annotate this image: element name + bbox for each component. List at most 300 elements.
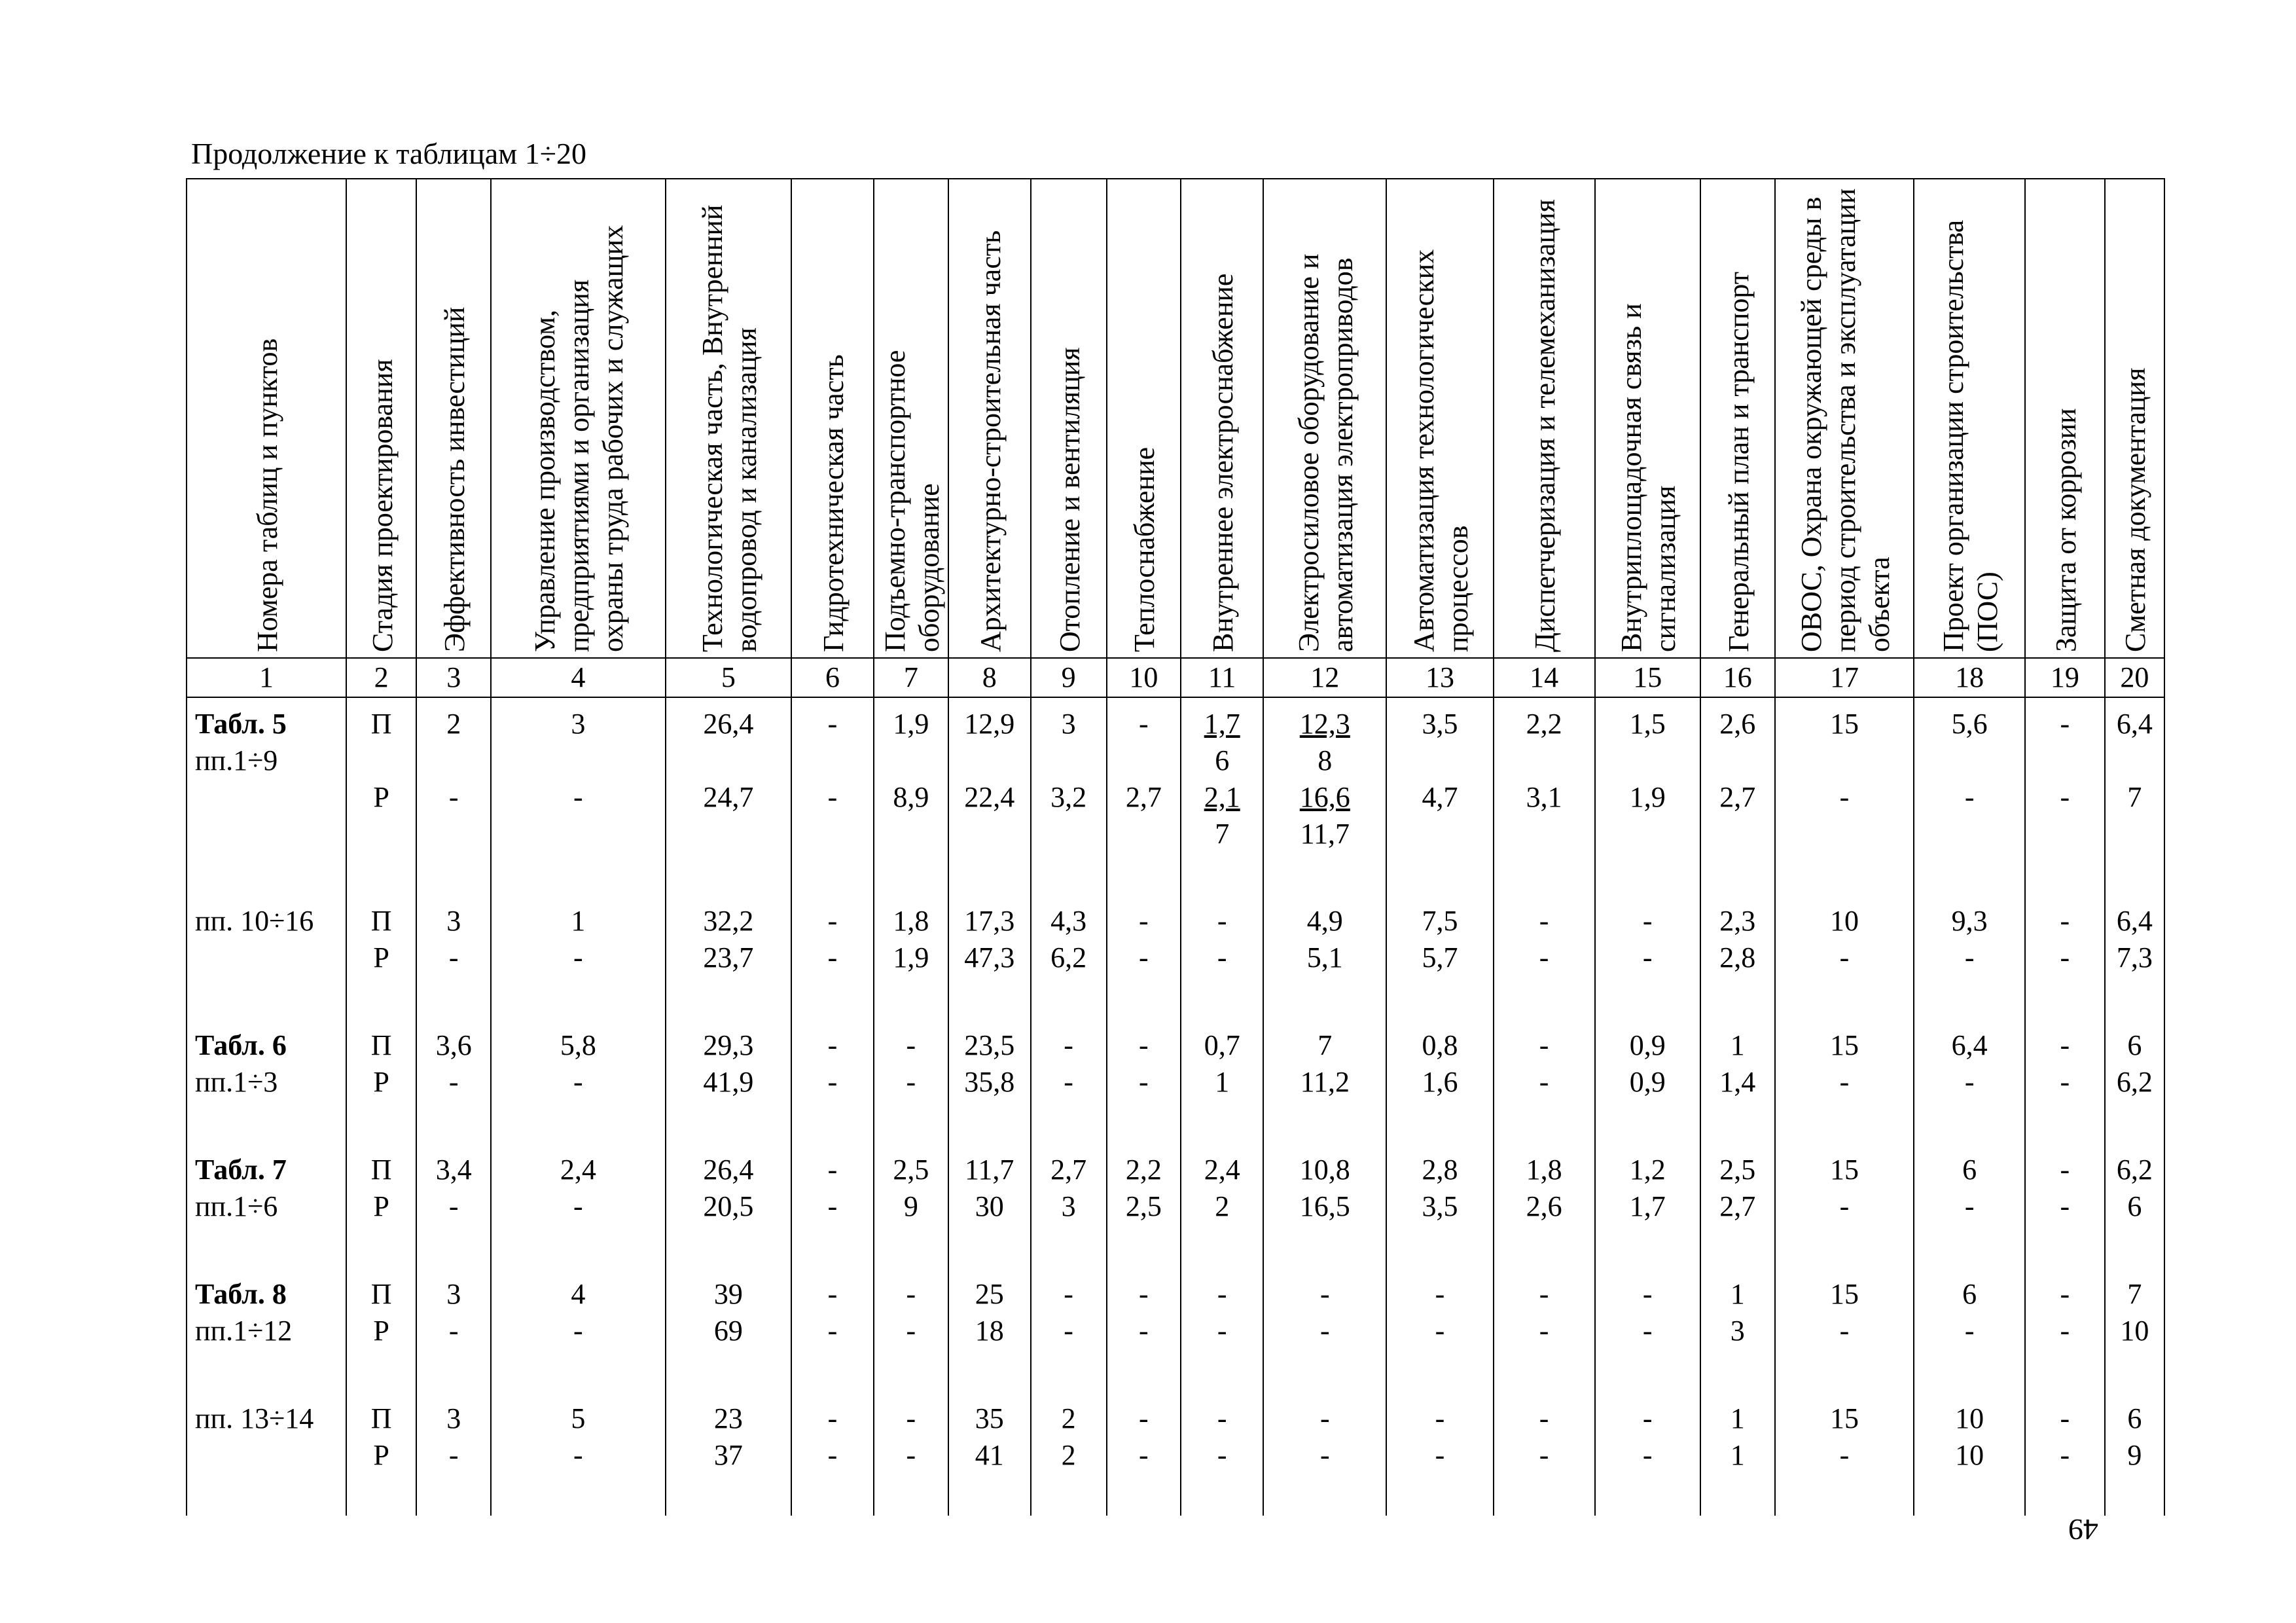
cell-value: - (1539, 1402, 1549, 1434)
table-cell (1595, 1268, 1700, 1393)
costs-table (186, 178, 2165, 1516)
cell-value: - (1435, 1439, 1445, 1471)
cell-value: - (827, 1402, 838, 1434)
cell-value: 2,5 (1125, 1190, 1162, 1222)
column-header (1386, 179, 1493, 658)
cell-value: - (1964, 1315, 1975, 1347)
cell-value: 2,2 (1125, 1154, 1162, 1186)
cell-value: 10,8 (1299, 1154, 1350, 1186)
cell-value: 15 (1829, 1278, 1859, 1310)
table-cell (791, 1019, 874, 1144)
table-cell (666, 1268, 791, 1393)
cell-value: 15 (1829, 1029, 1859, 1061)
cell-value: - (1839, 1066, 1850, 1098)
cell-value: П (370, 708, 392, 740)
column-number: 2 (346, 658, 416, 697)
table-cell (1775, 1019, 1914, 1144)
cell-value: 2,4 (560, 1154, 596, 1186)
cell-value: 4,3 (1050, 905, 1087, 937)
cell-value: - (1319, 1315, 1330, 1347)
table-cell (1181, 697, 1263, 895)
column-number: 6 (791, 658, 874, 697)
cell-value: 1,4 (1719, 1066, 1756, 1098)
cell-value: 1,9 (1629, 781, 1666, 813)
table-cell (1031, 1144, 1107, 1268)
column-header-text: Генеральный план и транспорт (1722, 272, 1755, 652)
header-row (187, 179, 2164, 658)
cell-value: 32,2 (703, 905, 754, 937)
row-label (187, 1268, 346, 1393)
cell-value: 41 (975, 1439, 1004, 1471)
cell-value: - (448, 1439, 459, 1471)
cell-value: 15 (1829, 1402, 1859, 1434)
cell-value: 6,4 (2116, 905, 2153, 937)
column-header (948, 179, 1031, 658)
items-range: пп.1÷12 (195, 1315, 293, 1347)
table-cell (1494, 1144, 1595, 1268)
cell-value (2106, 742, 2164, 779)
column-header (2025, 179, 2105, 658)
cell-value: 29,3 (703, 1029, 754, 1061)
cell-value: 3,5 (1422, 708, 1458, 740)
cell-value: - (1964, 1190, 1975, 1222)
table-cell (416, 1393, 491, 1516)
column-number: 16 (1700, 658, 1775, 697)
cell-value: 20,5 (703, 1190, 754, 1222)
table-cell (874, 1268, 948, 1393)
cell-value: П (370, 1402, 392, 1434)
table-cell (2025, 1393, 2105, 1516)
cell-value (417, 742, 490, 779)
cell-value: - (1319, 1402, 1330, 1434)
cell-value: 1,6 (1422, 1066, 1458, 1098)
cell-value: 39 (713, 1278, 743, 1310)
table-cell (874, 1393, 948, 1516)
cell-value: 1,8 (893, 905, 929, 937)
cell-value: - (906, 1402, 916, 1434)
column-header (666, 179, 791, 658)
table-cell (2025, 697, 2105, 895)
cell-value: 26,4 (703, 1154, 754, 1186)
cell-value: - (1642, 941, 1653, 974)
cell-value: - (827, 1029, 838, 1061)
cell-value: 2,7 (1125, 781, 1162, 813)
table-cell (1263, 697, 1386, 895)
column-header-text: Эффективность инвестиций (439, 306, 471, 652)
cell-value: 8 (1318, 744, 1333, 776)
cell-value: - (1064, 1278, 1073, 1310)
cell-value: - (2060, 1402, 2070, 1434)
column-header (491, 179, 666, 658)
table-cell (1775, 697, 1914, 895)
cell-value: - (1839, 781, 1850, 813)
table-cell (666, 1144, 791, 1268)
table-cell (791, 1144, 874, 1268)
column-number: 13 (1386, 658, 1493, 697)
cell-value: - (1642, 1439, 1653, 1471)
cell-value: 6 (1962, 1278, 1977, 1310)
table-cell (2025, 1144, 2105, 1268)
table-cell (1386, 697, 1493, 895)
cell-value: - (448, 1190, 459, 1222)
cell-value: - (2060, 1315, 2070, 1347)
table-cell (874, 1019, 948, 1144)
table-cell (1263, 1019, 1386, 1144)
table-cell (1386, 1268, 1493, 1393)
table-cell (346, 1393, 416, 1516)
table-cell (346, 895, 416, 1019)
column-number: 5 (666, 658, 791, 697)
column-number: 7 (874, 658, 948, 697)
cell-value (2106, 816, 2164, 852)
cell-value: 5,8 (560, 1029, 596, 1061)
cell-value: - (1964, 941, 1975, 974)
table-row (187, 1393, 2164, 1516)
cell-value: 5,7 (1422, 941, 1458, 974)
column-header-text: Защита от коррозии (2049, 408, 2082, 652)
cell-value: - (1064, 1066, 1073, 1098)
cell-value: 2,8 (1719, 941, 1756, 974)
table-reference: Табл. 5 (195, 708, 287, 740)
cell-value: - (1217, 941, 1227, 974)
cell-value: Р (373, 1439, 389, 1471)
cell-value: 2,7 (1050, 1154, 1087, 1186)
cell-value: - (1435, 1315, 1445, 1347)
table-cell (874, 895, 948, 1019)
cell-value: 2,6 (1719, 708, 1756, 740)
table-cell (1914, 697, 2024, 895)
cell-value (1776, 816, 1914, 852)
cell-value: 22,4 (964, 781, 1015, 813)
cell-value: 3 (1061, 708, 1076, 740)
table-row (187, 1144, 2164, 1268)
cell-value: - (1435, 1402, 1445, 1434)
table-cell (1386, 1393, 1493, 1516)
column-header (2105, 179, 2164, 658)
cell-value: 1 (1730, 1439, 1745, 1471)
cell-value: - (1217, 1439, 1227, 1471)
cell-value: 10 (1829, 905, 1859, 937)
table-cell (948, 697, 1031, 895)
cell-value (2026, 742, 2104, 779)
cell-value (1107, 742, 1181, 779)
cell-value: - (2060, 1190, 2070, 1222)
table-reference: Табл. 7 (195, 1154, 287, 1186)
table-cell (1031, 697, 1107, 895)
cell-value: 25 (975, 1278, 1004, 1310)
cell-value: 2,7 (1719, 1190, 1756, 1222)
table-cell (666, 1393, 791, 1516)
column-header (791, 179, 874, 658)
table-cell (2105, 895, 2164, 1019)
cell-value: 6,4 (2116, 708, 2153, 740)
table-cell (791, 1268, 874, 1393)
table-cell (491, 697, 666, 895)
table-cell (1263, 1144, 1386, 1268)
cell-value (1914, 816, 2024, 852)
table-cell (1700, 1268, 1775, 1393)
cell-value: 7 (1318, 1029, 1333, 1061)
column-number: 15 (1595, 658, 1700, 697)
table-cell (791, 1393, 874, 1516)
cell-value: 11,7 (965, 1154, 1014, 1186)
table-cell (2105, 1144, 2164, 1268)
table-cell (1494, 697, 1595, 895)
column-number: 18 (1914, 658, 2024, 697)
cell-value: - (1642, 1278, 1653, 1310)
cell-value: - (448, 1066, 459, 1098)
column-header-text: Стадия проектирования (366, 359, 399, 652)
table-cell (1107, 1393, 1181, 1516)
cell-value: - (2060, 781, 2070, 813)
cell-value: 1,5 (1629, 708, 1666, 740)
cell-value: 16,5 (1299, 1190, 1350, 1222)
cell-value: - (1217, 1315, 1227, 1347)
cell-value: - (1539, 1066, 1549, 1098)
table-reference: Табл. 8 (195, 1278, 287, 1310)
table-cell (1775, 895, 1914, 1019)
cell-value (347, 816, 416, 852)
table-cell (1700, 1393, 1775, 1516)
cell-value: - (1539, 1278, 1549, 1310)
cell-value: 6 (2127, 1402, 2142, 1434)
table-cell (1107, 1144, 1181, 1268)
table-cell (491, 1268, 666, 1393)
cell-value (2026, 816, 2104, 852)
column-number: 12 (1263, 658, 1386, 697)
cell-value: 1 (1730, 1278, 1745, 1310)
cell-value (949, 742, 1030, 779)
cell-value: 35,8 (964, 1066, 1015, 1098)
column-header-text: Диспетчеризация и телемеханизация (1529, 199, 1562, 652)
cell-value (792, 816, 873, 852)
table-cell (791, 895, 874, 1019)
cell-value: 3 (446, 1402, 461, 1434)
table-cell (416, 895, 491, 1019)
cell-value (1701, 816, 1774, 852)
cell-value: 24,7 (703, 781, 754, 813)
column-header-text: Теплоснабжение (1128, 447, 1161, 652)
cell-value: - (2060, 1278, 2070, 1310)
cell-value: 0,8 (1422, 1029, 1458, 1061)
items-range: пп. 10÷16 (195, 905, 314, 937)
cell-value (1596, 816, 1700, 852)
row-label (187, 697, 346, 895)
cell-value: - (906, 1439, 916, 1471)
cell-value: - (1139, 1029, 1149, 1061)
cell-value: - (1839, 1315, 1850, 1347)
table-cell (1181, 1144, 1263, 1268)
table-cell (491, 895, 666, 1019)
cell-value: - (906, 1315, 916, 1347)
column-header (1775, 179, 1914, 658)
table-cell (491, 1393, 666, 1516)
cell-value: - (827, 1190, 838, 1222)
cell-value: Р (373, 781, 389, 813)
cell-value: 18 (975, 1315, 1004, 1347)
column-header-text: Автоматизация технологических процессов (1407, 249, 1474, 652)
row-label (187, 1393, 346, 1516)
cell-value (417, 816, 490, 852)
cell-value: 6,2 (1050, 941, 1087, 974)
table-cell (666, 895, 791, 1019)
cell-value: Р (373, 1315, 389, 1347)
table-cell (1700, 1144, 1775, 1268)
cell-value: П (370, 1278, 392, 1310)
column-number: 10 (1107, 658, 1181, 697)
table-cell (1107, 1268, 1181, 1393)
table-cell (2025, 1019, 2105, 1144)
table-cell (948, 1268, 1031, 1393)
column-header-text: Внутреннее электроснабжение (1207, 273, 1240, 652)
cell-value: 2,1 (1204, 781, 1240, 813)
cell-value: - (1839, 1439, 1850, 1471)
cell-value: 10 (1955, 1439, 1984, 1471)
cell-value: - (1319, 1278, 1330, 1310)
column-header-text: Проект организации строительства (ПОС) (1937, 219, 2004, 652)
table-row (187, 895, 2164, 1019)
table-cell (491, 1144, 666, 1268)
table-cell (874, 1144, 948, 1268)
column-header (1494, 179, 1595, 658)
table-cell (2105, 1393, 2164, 1516)
column-header (346, 179, 416, 658)
table-cell (1031, 895, 1107, 1019)
cell-value: 5,1 (1306, 941, 1343, 974)
cell-value: - (2060, 941, 2070, 974)
cell-value: 8,9 (893, 781, 929, 813)
cell-value (1494, 742, 1594, 779)
cell-value: 1,7 (1629, 1190, 1666, 1222)
cell-value: - (573, 1190, 583, 1222)
cell-value: 0,9 (1629, 1029, 1666, 1061)
cell-value: - (827, 708, 838, 740)
cell-value: - (1217, 905, 1227, 937)
cell-value: 9,3 (1951, 905, 1988, 937)
cell-value: 6 (1962, 1154, 1977, 1186)
cell-value: 4 (571, 1278, 586, 1310)
cell-value (1031, 816, 1106, 852)
cell-value: 15 (1829, 708, 1859, 740)
table-cell (346, 1268, 416, 1393)
cell-value: 2,2 (1526, 708, 1562, 740)
cell-value: Р (373, 1066, 389, 1098)
column-header (1107, 179, 1181, 658)
table-cell (948, 1019, 1031, 1144)
cell-value: 10 (1955, 1402, 1984, 1434)
table-cell (791, 697, 874, 895)
column-number: 19 (2025, 658, 2105, 697)
column-header-text: Подъемно-транспортное оборудование (878, 350, 945, 652)
cell-value (1031, 742, 1106, 779)
cell-value: - (2060, 1154, 2070, 1186)
column-header (416, 179, 491, 658)
table-row (187, 697, 2164, 895)
table-cell (1181, 1019, 1263, 1144)
table-cell (1700, 697, 1775, 895)
cell-value: 2 (446, 708, 461, 740)
column-header (187, 179, 346, 658)
column-header-text: Электросиловое оборудование и автоматизация электроприводов (1293, 253, 1359, 652)
column-header-text: Архитектурно-строительная часть (974, 230, 1007, 652)
cell-value: - (1319, 1439, 1330, 1471)
cell-value: 3,2 (1050, 781, 1087, 813)
cell-value: 2,5 (1719, 1154, 1756, 1186)
items-range: пп.1÷3 (195, 1066, 278, 1098)
cell-value (874, 816, 948, 852)
table-cell (1107, 697, 1181, 895)
cell-value (1494, 816, 1594, 852)
table-cell (948, 1144, 1031, 1268)
cell-value: 16,6 (1299, 781, 1350, 813)
table-cell (1914, 895, 2024, 1019)
cell-value: 1,2 (1629, 1154, 1666, 1186)
cell-value: 7,3 (2116, 941, 2153, 974)
column-header-text: ОВОС, Охрана окружающей среды в период строительства и эксплуатации объекта (1795, 188, 1895, 652)
cell-value: - (573, 941, 583, 974)
table-row (187, 1268, 2164, 1393)
cell-value: 6,4 (1951, 1029, 1988, 1061)
column-number-row (187, 658, 2164, 697)
cell-value (492, 742, 665, 779)
column-number: 3 (416, 658, 491, 697)
table-reference: Табл. 6 (195, 1029, 287, 1061)
cell-value: 7 (2127, 1278, 2142, 1310)
cell-value: 6 (2127, 1029, 2142, 1061)
column-header (1595, 179, 1700, 658)
column-header-text: Сметная документация (2119, 367, 2152, 652)
cell-value: - (573, 1066, 583, 1098)
cell-value: - (1839, 941, 1850, 974)
table-cell (1494, 1019, 1595, 1144)
column-header (874, 179, 948, 658)
cell-value (874, 742, 948, 779)
cell-value: - (2060, 1029, 2070, 1061)
cell-value: - (2060, 1066, 2070, 1098)
cell-value: 11,7 (1300, 818, 1350, 850)
cell-value: Р (373, 941, 389, 974)
cell-value: 2,8 (1422, 1154, 1458, 1186)
cell-value: - (1064, 1029, 1073, 1061)
items-range: пп.1÷9 (195, 744, 278, 776)
table-cell (2025, 1268, 2105, 1393)
table-cell (1494, 1393, 1595, 1516)
table-cell (1263, 895, 1386, 1019)
cell-value: 2,7 (1719, 781, 1756, 813)
cell-value: - (1139, 1278, 1149, 1310)
table-cell (1700, 1019, 1775, 1144)
table-cell (2105, 697, 2164, 895)
cell-value: - (2060, 1439, 2070, 1471)
cell-value: - (906, 1278, 916, 1310)
column-number: 9 (1031, 658, 1107, 697)
cell-value: - (1964, 1066, 1975, 1098)
cell-value: 6 (1215, 744, 1230, 776)
cell-value: - (827, 1315, 838, 1347)
cell-value (1914, 742, 2024, 779)
cell-value: - (1435, 1278, 1445, 1310)
cell-value (949, 816, 1030, 852)
table-cell (1031, 1393, 1107, 1516)
cell-value: - (1539, 1439, 1549, 1471)
table-cell (416, 1019, 491, 1144)
cell-value: - (1539, 1029, 1549, 1061)
cell-value: 0,7 (1204, 1029, 1240, 1061)
column-header (1263, 179, 1386, 658)
column-header-text: Отопление и вентиляция (1053, 347, 1086, 652)
cell-value: - (1139, 941, 1149, 974)
column-number: 1 (187, 658, 346, 697)
